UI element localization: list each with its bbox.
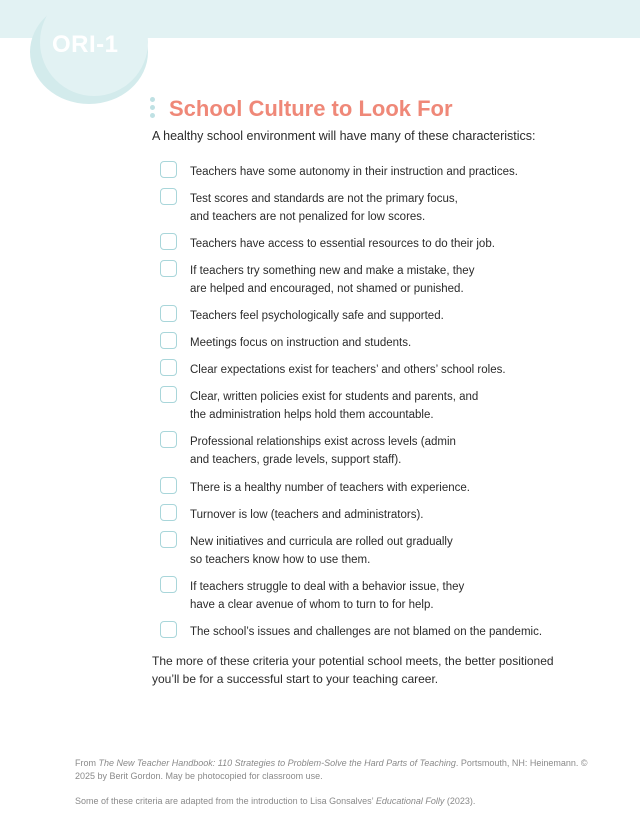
checklist-item-text: Meetings focus on instruction and students.: [190, 337, 412, 349]
closing-text: The more of these criteria your potential school meets, the better positioned you’ll be for a successful start to your teaching career.: [152, 654, 554, 686]
footer-adapted-prefix: Some of these criteria are adapted from the introduction to Lisa Gonsalves’: [75, 796, 376, 806]
checkbox[interactable]: [160, 431, 177, 448]
page-code: ORI-1: [52, 31, 119, 58]
checklist-item-text: Clear expectations exist for teachers’ and others’ school roles.: [190, 364, 506, 376]
intro-text: A healthy school environment will have many of these characteristics:: [152, 129, 536, 143]
checklist-item-text: There is a healthy number of teachers with experience.: [190, 482, 470, 494]
checklist-item-text: The school’s issues and challenges are not blamed on the pandemic.: [190, 626, 543, 638]
checkbox[interactable]: [160, 305, 177, 322]
footer-book-title: The New Teacher Handbook: 110 Strategies to Problem-Solve the Hard Parts of Teaching: [98, 758, 456, 768]
checkbox[interactable]: [160, 477, 177, 494]
checkbox[interactable]: [160, 233, 177, 250]
footer-adapted-title: Educational Folly: [375, 796, 445, 806]
checklist-item-text: Clear, written policies exist for students and parents, and the administration helps hold them accountable.: [190, 391, 479, 421]
footer-credit-prefix: From: [75, 758, 99, 768]
checklist-item-text: Professional relationships exist across levels (admin and teachers, grade levels, support staff).: [190, 436, 456, 466]
checklist-item-text: Test scores and standards are not the primary focus, and teachers are not penalized for low scores.: [190, 193, 458, 223]
checkbox[interactable]: [160, 621, 177, 638]
checkbox[interactable]: [160, 260, 177, 277]
page-title: School Culture to Look For: [169, 96, 453, 121]
checkbox[interactable]: [160, 359, 177, 376]
footer-credit-suffix: . Portsmouth, NH: Heinemann. © 2025 by Berit Gordon. May be photocopied for classroom use.: [75, 758, 588, 781]
footer-adapted-note: [75, 795, 595, 808]
checklist-item-text: Teachers have some autonomy in their instruction and practices.: [190, 166, 518, 178]
checklist-item-text: New initiatives and curricula are rolled out gradually so teachers know how to use them.: [190, 536, 453, 566]
footer-credit: [75, 757, 595, 782]
title-dots-decoration: [150, 97, 156, 121]
checklist-item-text: If teachers struggle to deal with a behavior issue, they have a clear avenue of whom to turn to for help.: [190, 581, 465, 611]
checkbox[interactable]: [160, 504, 177, 521]
checkbox[interactable]: [160, 531, 177, 548]
checkbox[interactable]: [160, 161, 177, 178]
footer-adapted-suffix: (2023).: [444, 796, 476, 806]
checklist-item-text: Turnover is low (teachers and administrators).: [190, 509, 424, 521]
checklist-item-text: If teachers try something new and make a mistake, they are helped and encouraged, not shamed or punished.: [190, 265, 475, 295]
checkbox[interactable]: [160, 386, 177, 403]
checklist-item-text: Teachers feel psychologically safe and supported.: [190, 310, 444, 322]
checkbox[interactable]: [160, 188, 177, 205]
checkbox[interactable]: [160, 332, 177, 349]
checklist-item-text: Teachers have access to essential resources to do their job.: [190, 238, 495, 250]
checkbox[interactable]: [160, 576, 177, 593]
